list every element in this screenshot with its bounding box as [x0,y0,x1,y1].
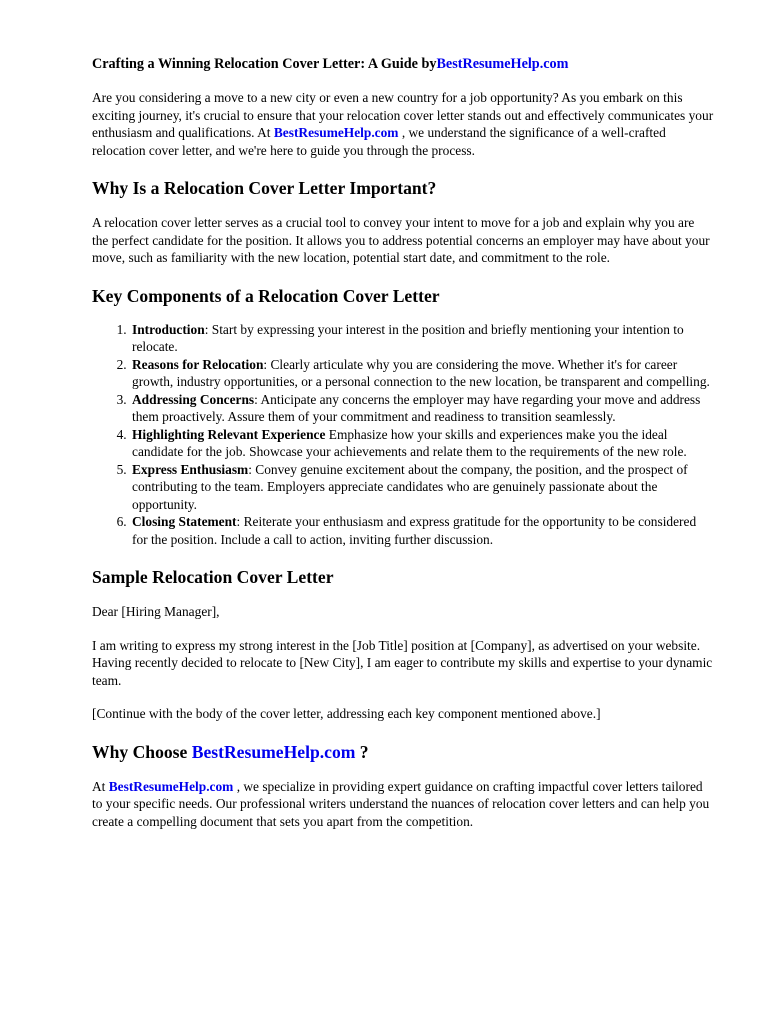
list-item-desc: : Start by expressing your interest in the position and briefly mentioning your intention to relocate. [132,321,684,354]
list-item-closing [130,513,714,548]
document-title-text: Crafting a Winning Relocation Cover Letter: A Guide by [92,56,437,72]
list-item-introduction [130,321,714,356]
document-content [92,56,714,830]
heading-key-components: Key Components of a Relocation Cover Letter [92,285,440,306]
document-title [92,56,714,73]
list-item-term: Addressing Concerns [132,391,255,407]
list-item-term: Introduction [132,321,205,337]
why-important-paragraph: A relocation cover letter serves as a crucial tool to convey your intent to move for a job and explain why you are the perfect candidate for the position. It allows you to address potential concerns an employer may have about your move, such as familiarity with the new location, potential start date, and commitment to the role. [92,215,710,265]
list-item-desc: : Anticipate any concerns the employer may have regarding your move and address them proactively. Assure them of your commitment and readiness to transition seamlessly. [132,391,701,424]
why-choose-body-link[interactable]: BestResumeHelp.com [108,778,234,794]
title-bestresumehelp-link[interactable]: BestResumeHelp.com [436,56,569,72]
why-choose-heading-link[interactable]: BestResumeHelp.com [191,741,356,762]
list-item-desc: : Clearly articulate why you are considering the move. Whether it's for career growth, industry opportunities, or a personal connection to the new location, be transparent and compelling. [132,356,710,389]
salutation-line: Dear [Hiring Manager], [92,604,220,619]
sample-letter-body: I am writing to express my strong interest in the [Job Title] position at [Company], as advertised on your website. Having recently decided to relocate to [New City], I am eager to contribute my skills and expertise to your dynamic team. [92,637,713,688]
why-choose-body-after: , we specialize in providing expert guidance on crafting impactful cover letters tailored to your specific needs. Our professional writers understand the nuances of relocation cover letters and can help you create a compelling document that sets you apart from the competition. [92,778,710,829]
key-components-list [92,321,714,549]
sample-letter-placeholder: [Continue with the body of the cover letter, addressing each key component mentioned above.] [92,706,601,721]
list-item-term: Reasons for Relocation [132,356,264,372]
why-choose-body-before: At [92,778,109,794]
list-item-term: Closing Statement [132,514,237,529]
list-item-concerns [130,391,714,426]
list-item-term: Highlighting Relevant Experience [132,426,326,442]
why-choose-text-after: ? [355,741,369,762]
why-choose-paragraph [92,778,714,831]
intro-bestresumehelp-link[interactable]: BestResumeHelp.com [273,125,399,140]
list-item-enthusiasm [130,461,714,514]
list-item-term: Express Enthusiasm [132,461,249,477]
intro-paragraph [92,89,714,159]
list-item-reasons [130,356,714,391]
intro-text-before: Are you considering a move to a new city or even a new country for a job opportunity? As you embark on this exciting journey, it's crucial to ensure that your relocation cover letter stands out and effectively communicates your enthusiasm and qualifications. At [92,90,714,140]
intro-text-after: , we understand the significance of a well-crafted relocation cover letter, and we're here to guide you through the process. [92,125,666,158]
list-item-desc: : Reiterate your enthusiasm and express gratitude for the opportunity to be considered for the position. Include a call to action, inviting further discussion. [132,514,697,547]
heading-sample-letter: Sample Relocation Cover Letter [92,567,334,587]
heading-why-important: Why Is a Relocation Cover Letter Important? [92,178,437,198]
list-item-experience [130,426,714,461]
list-item-desc: Emphasize how your skills and experiences make you the ideal candidate for the job. Showcase your achievements and relate them to the requirements of the new role. [132,426,687,459]
why-choose-text-before: Why Choose [92,741,192,762]
heading-why-choose [92,742,714,762]
list-item-desc: : Convey genuine excitement about the company, the position, and the prospect of contributing to the team. Employers appreciate candidates who are genuinely passionate about the opportunity. [132,461,688,512]
